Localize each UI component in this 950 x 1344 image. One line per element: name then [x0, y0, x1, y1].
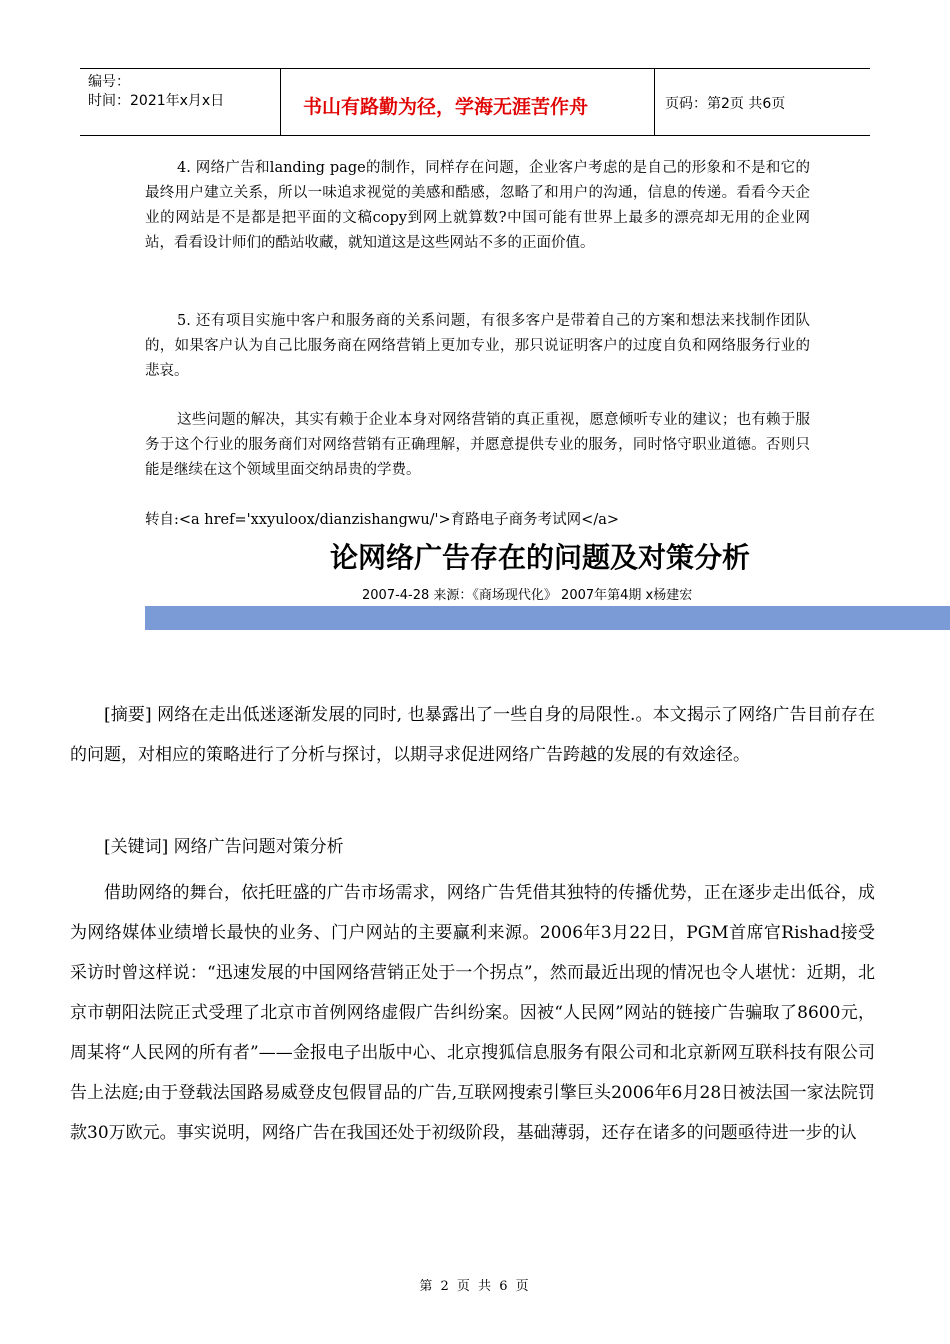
paragraph-point-4: 4. 网络广告和landing page的制作，同样存在问题，企业客户考虑的是自己的形象和不是和它的最终用户建立关系，所以一味追求视觉的美感和酷感，忽略了和用户的沟通，信息的传递。看看今天企业的网站是不是都是把平面的文稿copy到网上就算数?中国可能有世界上最多的漂亮却无用的企业网站，看看设计师们的酷站收藏，就知道这是这些网站不多的正面价值。 [145, 160, 810, 251]
title-divider-bar [145, 606, 950, 630]
article-title: 论网络广告存在的问题及对策分析 [330, 541, 751, 574]
header-table [80, 68, 870, 136]
header-info-cell [80, 69, 281, 135]
header-page-label: 页码：第2页 共6页 [665, 96, 786, 112]
article-keywords: [关键词] 网络广告问题对策分析 [104, 837, 344, 857]
article-abstract: [摘要] 网络在走出低迷逐渐发展的同时, 也暴露出了一些自身的局限性.。本文揭示了网络广告目前存在的问题，对相应的策略进行了分析与探讨，以期寻求促进网络广告跨越的发展的有效途径。 [70, 705, 875, 765]
paragraph-conclusion: 这些问题的解决，其实有赖于企业本身对网络营销的真正重视，愿意倾听专业的建议；也有赖于服务于这个行业的服务商们对网络营销有正确理解，并愿意提供专业的服务，同时恪守职业道德。否则只能是继续在这个领域里面交纳昂贵的学费。 [145, 412, 810, 478]
paragraph-point-5: 5. 还有项目实施中客户和服务商的关系问题，有很多客户是带着自己的方案和想法来找制作团队的，如果客户认为自己比服务商在网络营销上更加专业，那只说证明客户的过度自负和网络服务行业的悲哀。 [145, 313, 810, 379]
document-number-label: 编号： [88, 74, 130, 90]
header-motto: 书山有路勤为径，学海无涯苦作舟 [303, 95, 589, 118]
document-time-label: 时间：2021年x月x日 [88, 93, 225, 109]
header-page-cell [655, 69, 870, 135]
source-line: 转自:<a href='xxyuloox/dianzishangwu/'>育路电子商务考试网</a> [145, 512, 620, 528]
page-footer: 第 2 页 共 6 页 [419, 1279, 531, 1294]
article-body: 借助网络的舞台，依托旺盛的广告市场需求，网络广告凭借其独特的传播优势，正在逐步走出低谷，成为网络媒体业绩增长最快的业务、门户网站的主要赢利来源。2006年3月22日，PGM首席官Rishad接受采访时曾这样说：“迅速发展的中国网络营销正处于一个拐点”，然而最近出现的情况也令人堪忧：近期，北京市朝阳法院正式受理了北京市首例网络虚假广告纠纷案。因被“人民网”网站的链接广告骗取了8600元，周某将“人民网的所有者”——金报电子出版中心、北京搜狐信息服务有限公司和北京新网互联科技有限公司告上法庭;由于登载法国路易威登皮包假冒品的广告,互联网搜索引擎巨头2006年6月28日被法国一家法院罚款30万欧元。事实说明，网络广告在我国还处于初级阶段，基础薄弱，还存在诸多的问题亟待进一步的认 [70, 883, 875, 1143]
article-meta: 2007-4-28 来源：《商场现代化》 2007年第4期 x杨建宏 [362, 588, 693, 603]
header-motto-cell [281, 69, 655, 135]
